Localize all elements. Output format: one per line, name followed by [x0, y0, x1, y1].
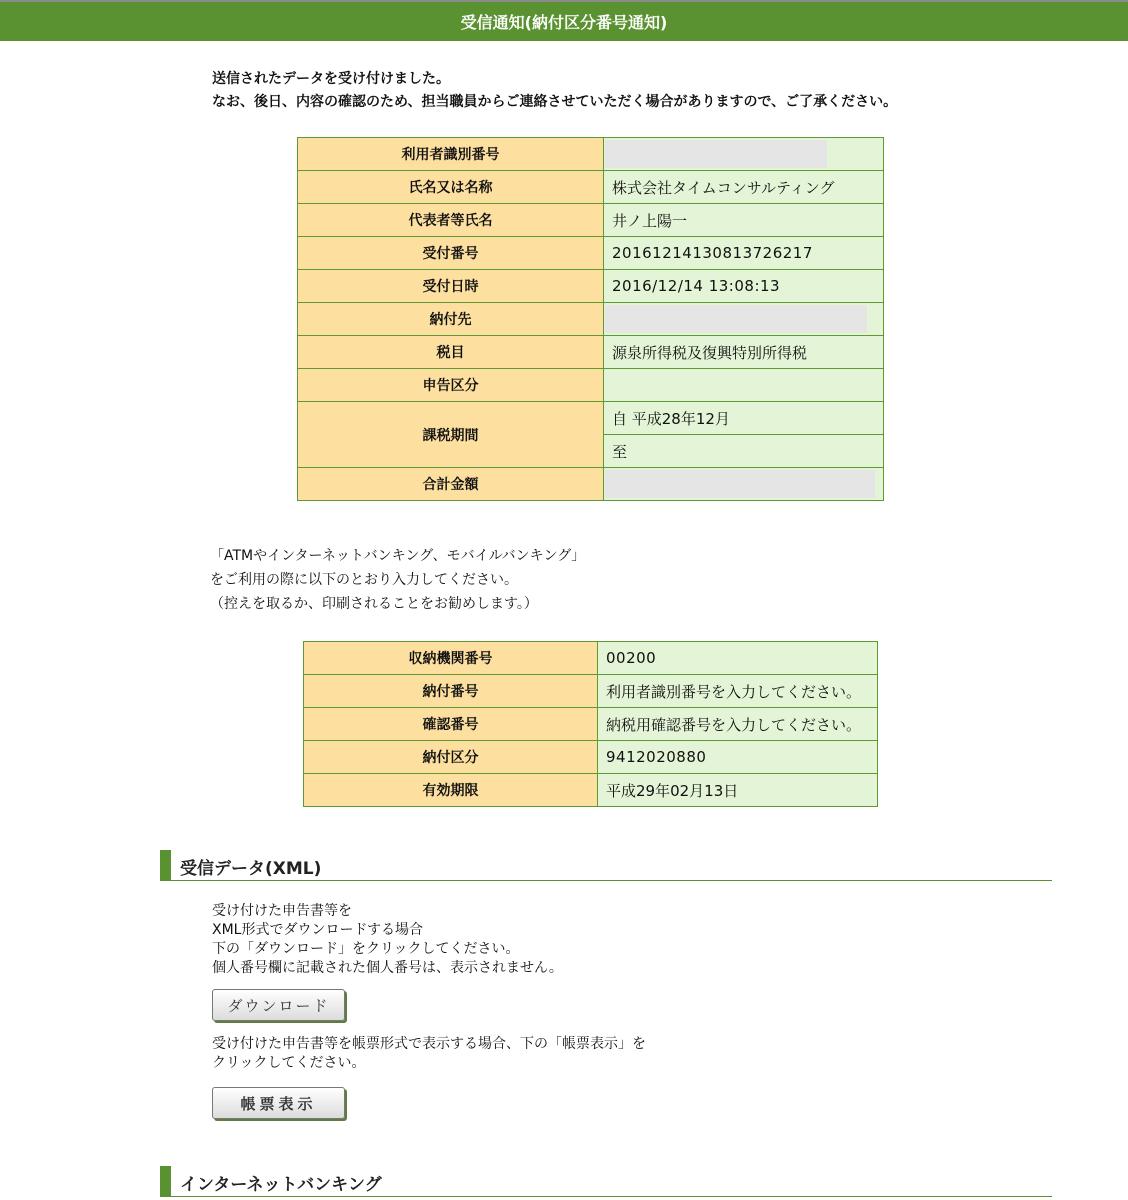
user-id-value — [604, 138, 884, 171]
page-header — [0, 2, 1128, 41]
notice-line-1: 「ATMやインターネットバンキング、モバイルバンキング」 — [210, 548, 586, 564]
row-label: 確認番号 — [304, 708, 598, 741]
section-marker — [160, 850, 171, 880]
table-row — [304, 642, 878, 675]
masked-value — [605, 470, 875, 498]
receipt-datetime-value: 2016/12/14 13:08:13 — [604, 270, 884, 303]
desc-line: 個人番号欄に記載された個人番号は、表示されません。 — [212, 960, 563, 976]
payment-info-table — [303, 641, 878, 807]
form-display-button[interactable]: 帳票表示 — [212, 1087, 345, 1119]
table-row — [298, 204, 884, 237]
table-row — [304, 708, 878, 741]
table-row — [298, 171, 884, 204]
form-display-description — [212, 1035, 646, 1073]
table-row — [298, 138, 884, 171]
table-row — [298, 336, 884, 369]
row-label: 納付番号 — [304, 675, 598, 708]
table-row — [304, 774, 878, 807]
intro-line-1: 送信されたデータを受け付けました。 — [212, 71, 450, 87]
row-label: 申告区分 — [298, 369, 604, 402]
table-row — [298, 270, 884, 303]
table-row — [304, 675, 878, 708]
section-title: インターネットバンキング — [180, 1175, 382, 1195]
row-label: 有効期限 — [304, 774, 598, 807]
row-label: 納付区分 — [304, 741, 598, 774]
table-row — [298, 303, 884, 336]
expiry-date-value: 平成29年02月13日 — [598, 774, 878, 807]
notice-line-2: をご利用の際に以下のとおり入力してください。 — [210, 572, 518, 588]
confirmation-number-value: 納税用確認番号を入力してください。 — [598, 708, 878, 741]
representative-value: 井ノ上陽一 — [604, 204, 884, 237]
row-label: 合計金額 — [298, 468, 604, 501]
row-label: 氏名又は名称 — [298, 171, 604, 204]
download-button[interactable]: ダウンロード — [212, 989, 345, 1021]
table-row — [298, 468, 884, 501]
section-title: 受信データ(XML) — [180, 859, 322, 879]
row-label: 収納機関番号 — [304, 642, 598, 675]
row-label: 課税期間 — [298, 402, 604, 468]
notice-line-3: （控えを取るか、印刷されることをお勧めします。） — [210, 596, 538, 612]
intro-line-2: なお、後日、内容の確認のため、担当職員からご連絡させていただく場合がありますので、ご了承ください。 — [212, 94, 898, 110]
internet-banking-section-header — [160, 1166, 1052, 1197]
tax-period-to-value: 至 — [604, 435, 884, 468]
payment-category-value: 9412020880 — [598, 741, 878, 774]
row-label: 代表者等氏名 — [298, 204, 604, 237]
payment-number-value: 利用者識別番号を入力してください。 — [598, 675, 878, 708]
desc-line: XML形式でダウンロードする場合 — [212, 922, 424, 938]
tax-period-from-value: 自 平成28年12月 — [604, 402, 884, 435]
tax-item-value: 源泉所得税及復興特別所得税 — [604, 336, 884, 369]
row-label: 受付日時 — [298, 270, 604, 303]
row-label: 納付先 — [298, 303, 604, 336]
payee-value — [604, 303, 884, 336]
intro-message — [212, 68, 897, 114]
banking-notice — [210, 544, 585, 616]
filing-category-value — [604, 369, 884, 402]
section-marker — [160, 1166, 171, 1196]
table-row — [298, 237, 884, 270]
table-row — [298, 402, 884, 435]
institution-number-value: 00200 — [598, 642, 878, 675]
receipt-number-value: 20161214130813726217 — [604, 237, 884, 270]
masked-value — [605, 305, 867, 333]
xml-section-header — [160, 850, 1052, 881]
total-amount-value — [604, 468, 884, 501]
receipt-info-table — [297, 137, 884, 501]
table-row — [304, 741, 878, 774]
row-label: 受付番号 — [298, 237, 604, 270]
desc-line: 下の「ダウンロード」をクリックしてください。 — [212, 941, 520, 957]
desc-line: クリックしてください。 — [212, 1055, 366, 1071]
row-label: 税目 — [298, 336, 604, 369]
page-title: 受信通知(納付区分番号通知) — [460, 13, 668, 32]
desc-line: 受け付けた申告書等を帳票形式で表示する場合、下の「帳票表示」を — [212, 1036, 646, 1052]
masked-value — [605, 140, 827, 168]
xml-download-description — [212, 902, 563, 978]
table-row — [298, 369, 884, 402]
desc-line: 受け付けた申告書等を — [212, 903, 352, 919]
row-label: 利用者識別番号 — [298, 138, 604, 171]
name-value: 株式会社タイムコンサルティング — [604, 171, 884, 204]
